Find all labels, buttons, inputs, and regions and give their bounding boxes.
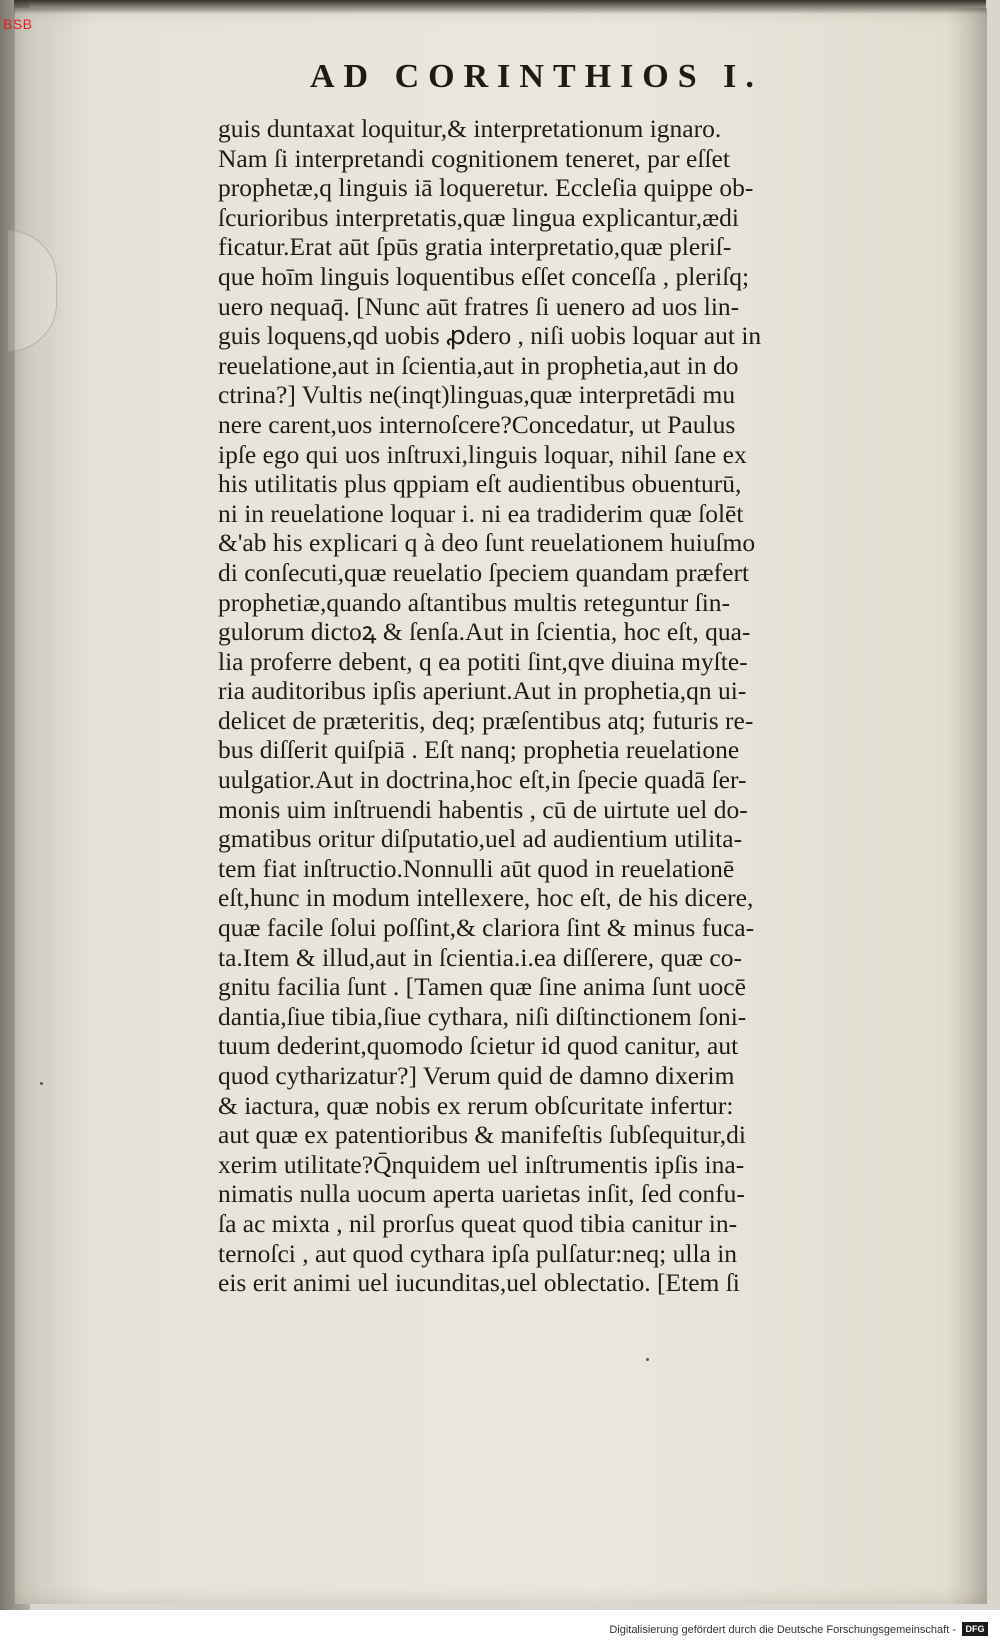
text-line: tuum dederint,quomodo ſcietur id quod canitur, aut bbox=[218, 1031, 739, 1061]
text-line: dantia,ſiue tibia,ſiue cythara, niſi diſtinctionem ſoni- bbox=[218, 1001, 747, 1031]
text-line: Nam ſi interpretandi cognitionem teneret, par eſſet bbox=[218, 143, 730, 173]
text-line: ni in reuelatione loquar i. ni ea tradiderim quæ ſolēt bbox=[218, 498, 744, 528]
text-line: ta.Item & illud,aut in ſcientia.i.ea diſſerere, quæ co- bbox=[218, 942, 742, 972]
footer-bar bbox=[0, 1610, 1000, 1645]
text-line: eſt,hunc in modum intellexere, hoc eſt, de his dicere, bbox=[218, 883, 754, 913]
text-line: di conſecuti,quæ reuelatio ſpeciem quandam præfert bbox=[218, 557, 750, 587]
text-line: gmatibus oritur diſputatio,uel ad audientium utilita- bbox=[218, 824, 743, 854]
top-edge-shadow bbox=[14, 0, 986, 14]
text-line: nere carent,uos internoſcere?Concedatur, ut Paulus bbox=[218, 409, 736, 439]
dfg-logo: DFG bbox=[962, 1622, 988, 1636]
text-line: aut quæ ex patentioribus & manifeſtis ſubſequitur,di bbox=[218, 1120, 747, 1150]
text-line: ipſe ego qui uos inſtruxi,linguis loquar, nihil ſane ex bbox=[218, 439, 747, 469]
paper-speck bbox=[646, 1358, 649, 1361]
body-text bbox=[218, 114, 908, 1298]
text-line: ternoſci , aut quod cythara ipſa pulſatur:neq; ulla in bbox=[218, 1238, 738, 1268]
text-line: prophetæ,q linguis iā loqueretur. Eccleſia quippe ob- bbox=[218, 173, 754, 203]
text-line: guis duntaxat loquitur,& interpretationum ignaro. bbox=[218, 114, 722, 143]
text-line: tem fiat inſtructio.Nonnulli aūt quod in reuelationē bbox=[218, 853, 735, 883]
library-mark: BSB bbox=[3, 16, 33, 32]
text-line: ficatur.Erat aūt ſpūs gratia interpretatio,quæ pleriſ- bbox=[218, 232, 732, 262]
running-head: AD CORINTHIOS I. bbox=[310, 58, 763, 95]
text-line: ria auditoribus ipſis aperiunt.Aut in prophetia,qn ui- bbox=[218, 676, 747, 706]
text-line: ſa ac mixta , nil prorſus queat quod tibia canitur in- bbox=[218, 1208, 738, 1238]
text-line: & iactura, quæ nobis ex rerum obſcuritate infertur: bbox=[218, 1090, 734, 1120]
text-line: prophetiæ,quando aſtantibus multis reteguntur ſin- bbox=[218, 587, 731, 617]
text-line: gulorum dictoꝝ & ſenſa.Aut in ſcientia, hoc eſt, qua- bbox=[218, 617, 751, 647]
text-line: ctrina?] Vultis ne(inqt)linguas,quæ interpretādi mu bbox=[218, 380, 736, 410]
text-line: xerim utilitate?Q̄nquidem uel inſtrumentis ipſis ina- bbox=[218, 1149, 745, 1179]
text-line: bus diſſerit quiſpiā . Eſt nanq; prophetia reuelatione bbox=[218, 735, 740, 765]
text-line: nimatis nulla uocum aperta uarietas inſit, ſed confu- bbox=[218, 1179, 745, 1209]
text-line: quæ facile ſolui poſſint,& clariora ſint & minus fuca- bbox=[218, 913, 755, 943]
text-line: reuelatione,aut in ſcientia,aut in prophetia,aut in do bbox=[218, 350, 739, 380]
text-line: quod cytharizatur?] Verum quid de damno dixerim bbox=[218, 1061, 735, 1090]
text-line: gnitu facilia ſunt . [Tamen quæ ſine anima ſunt uocē bbox=[218, 972, 746, 1002]
paper-speck bbox=[40, 1082, 43, 1085]
text-line: que hoīm linguis loquentibus eſſet conceſſa , pleriſq; bbox=[218, 261, 750, 291]
text-line: his utilitatis plus qppiam eſt audientibus obuenturū, bbox=[218, 469, 742, 499]
text-line: uero nequaq̄. [Nunc aūt fratres ſi uenero ad uos lin- bbox=[218, 291, 740, 321]
text-line: ſcurioribus interpretatis,quæ lingua explicantur,ædi bbox=[218, 202, 739, 232]
text-line: uulgatior.Aut in doctrina,hoc eſt,in ſpecie quadā ſer- bbox=[218, 765, 747, 795]
text-line: delicet de præteritis, deq; præſentibus atq; futuris re- bbox=[218, 705, 754, 735]
text-line: lia proferre debent, q ea potiti ſint,qve diuina myſte- bbox=[218, 646, 748, 676]
text-line: &'ab his explicari q à deo ſunt reuelationem huiuſmo bbox=[218, 528, 756, 558]
text-line: eis erit animi uel iucunditas,uel oblectatio. [Etem ſi bbox=[218, 1268, 740, 1298]
funding-credit: Digitalisierung gefördert durch die Deutsche Forschungsgemeinschaft - bbox=[609, 1624, 956, 1636]
text-line: guis loquens,qd uobis ꝓdero , niſi uobis loquar aut in bbox=[218, 321, 762, 351]
text-line: monis uim inſtruendi habentis , cū de uirtute uel do- bbox=[218, 794, 748, 824]
